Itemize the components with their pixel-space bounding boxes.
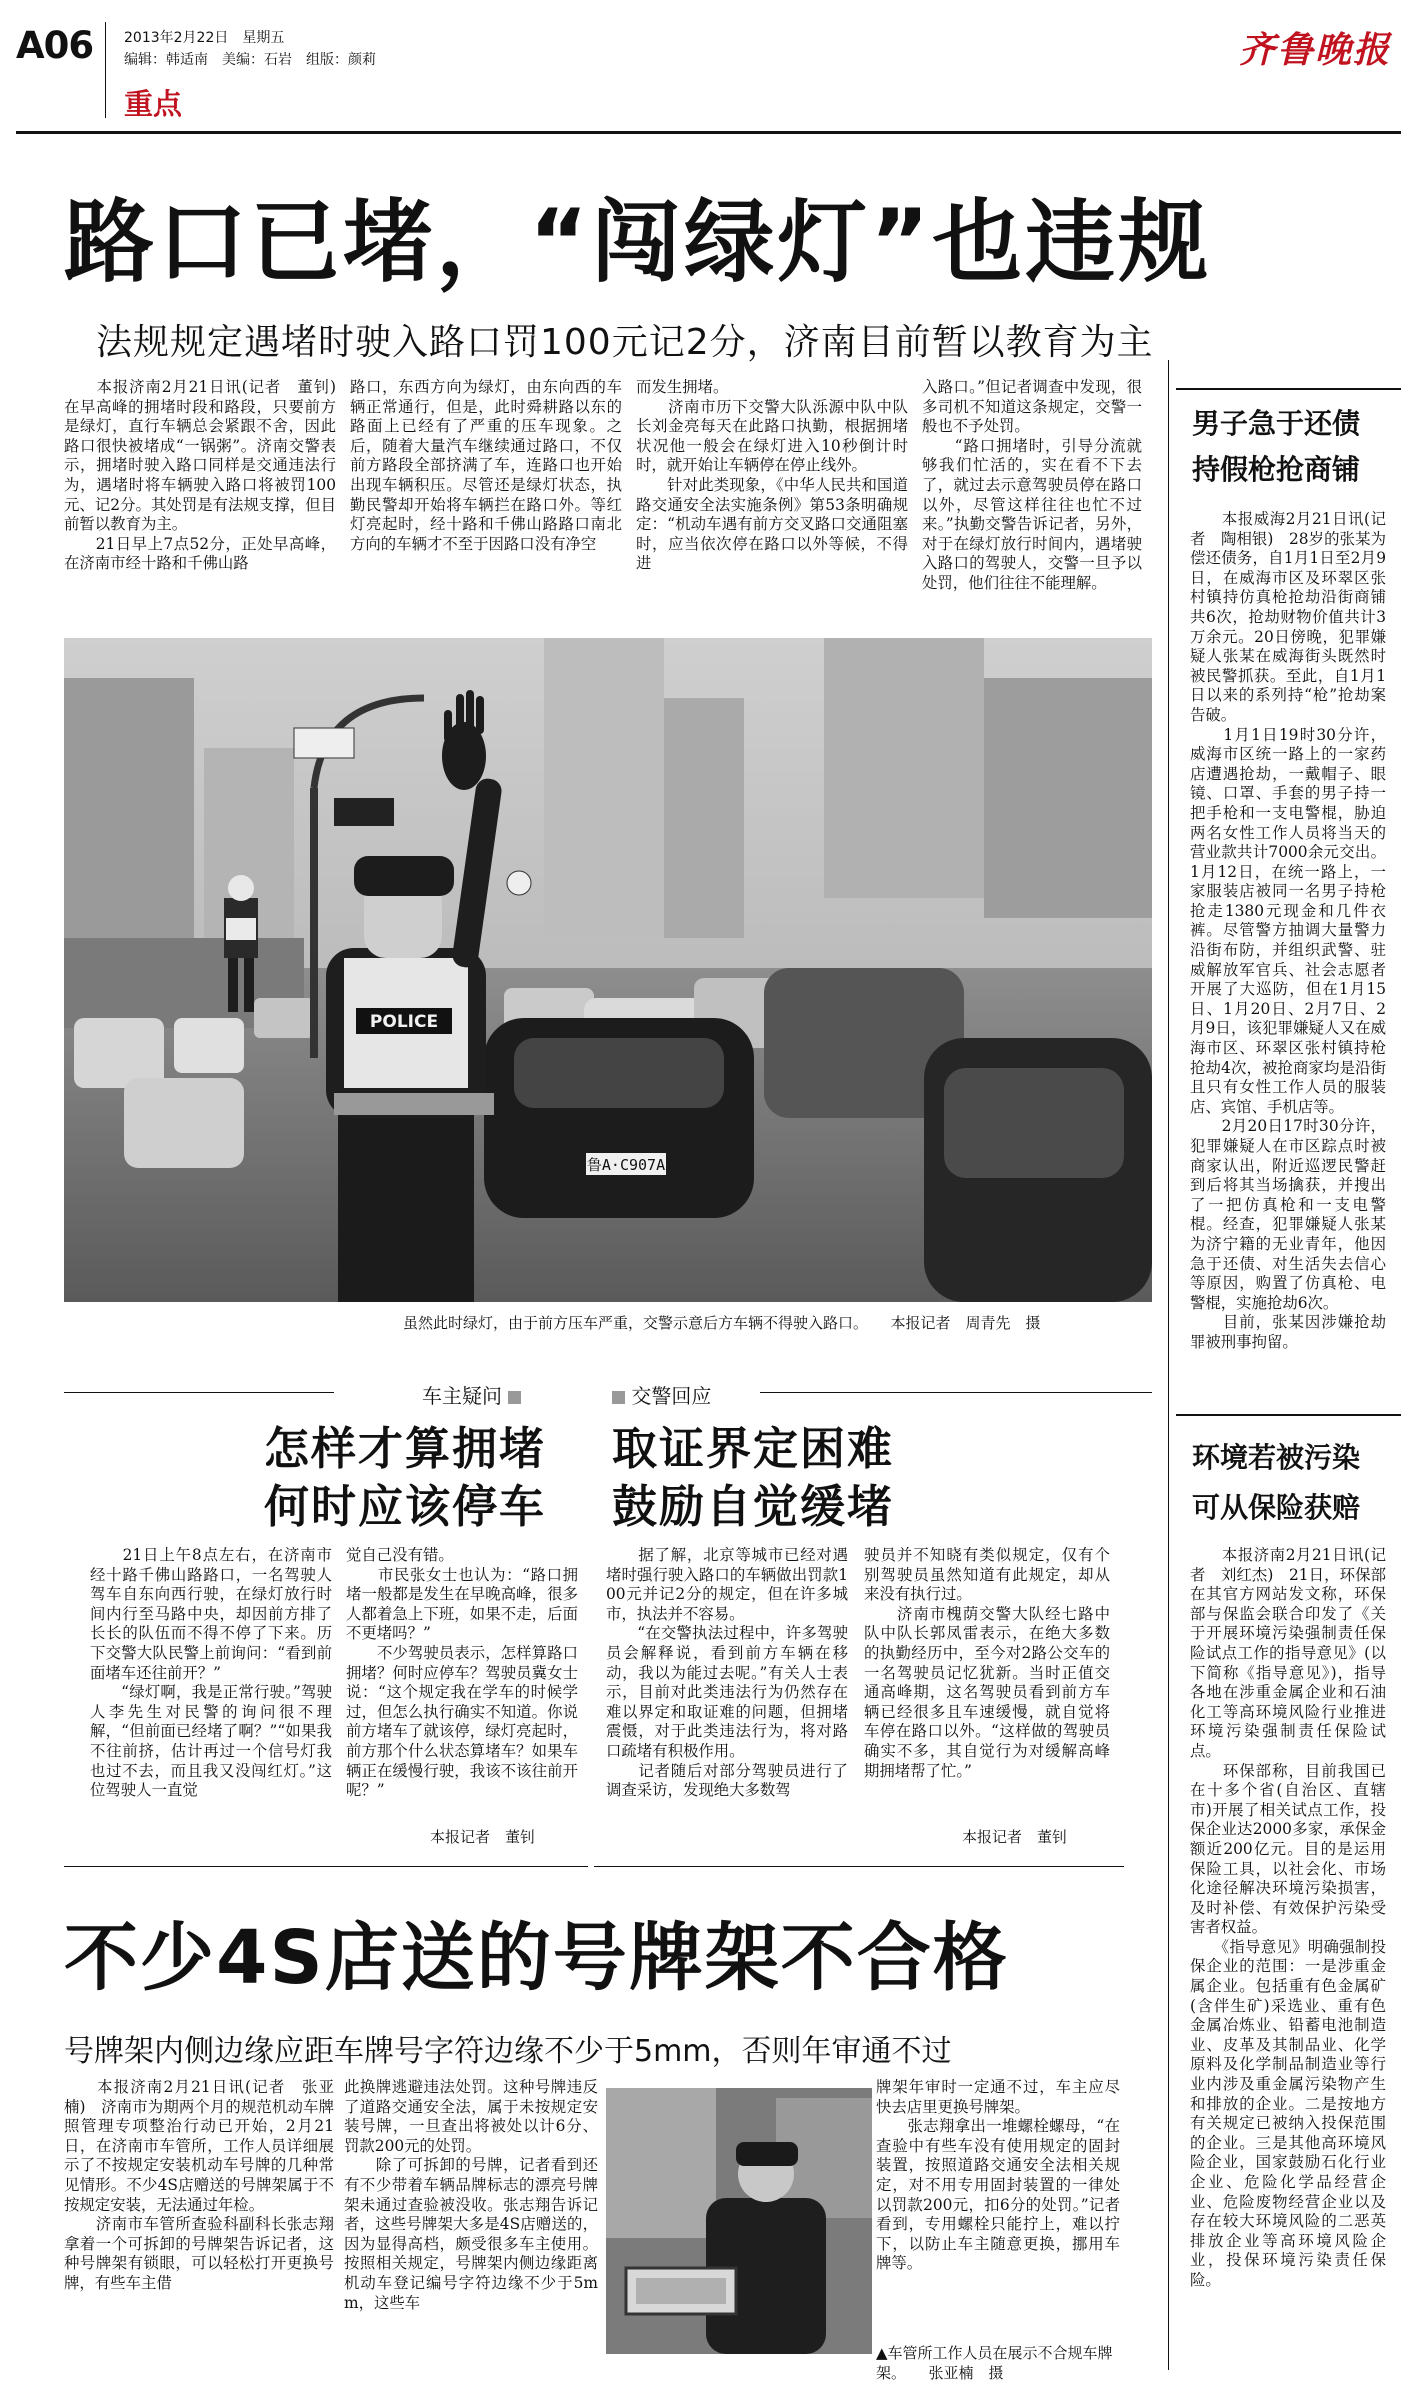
square-icon [612,1391,625,1404]
inspection-photo-svg [606,2088,872,2354]
sidebar1-headline-2: 持假枪抢商铺 [1192,453,1361,486]
article2-column-4: 牌架年审时一定通不过，车主应尽快去店里更换号牌架。 张志翔拿出一堆螺栓螺母，“在查验中有些车没有使用规定的固封装置，按照道路交通安全法相关规定，对不用专用固封装置的一律处以罚款200元，扣6分的处罚。”记者看到，专用螺栓只能拧上，难以拧下，以防止车主随意更换，挪用车牌等。 [876,2078,1120,2273]
license-plate-text: 鲁A·C907A [586,1156,666,1174]
sidebar1-body: 本报威海2月21日讯(记者 陶相银) 28岁的张某为偿还债务，自1月1日至2月9日，在威海市区及环翠区张村镇持仿真枪抢劫沿街商铺共6次，抢劫财物价值共计3万余元。20日傍晚，犯罪嫌疑人张某在威海街头既然时被民警抓获。至此，自1月1日以来的系列持“枪”抢劫案告破。 1月1日19时30分许，威海市区统一路上的一家药店遭遇抢劫，一戴帽子、眼镜、口罩、手套的男子持一把手枪和一支电警棍，胁迫两名女性工作人员将当天的营业款共计7000余元交出。1月12日，在统一路上，一家服装店被同一名男子持枪抢走1380元现金和几件衣裤。尽管警方抽调大量警力沿街布防，并组织武警、驻威解放军官兵、社会志愿者开展了大巡防，但在1月15日、1月20日、2月7日、2月9日，该犯罪嫌疑人又在威海市区、环翠区张村镇持枪抢劫4次，被抢商家均是沿街且只有女性工作人员的服装店、宾馆、手机店等。 2月20日17时30分许，犯罪嫌疑人在市区踪点时被商家认出，附近巡逻民警赶到后将其当场擒获，并搜出了一把仿真枪和一支电警棍。经查，犯罪嫌疑人张某为济宁籍的无业青年，他因急于还债、对生活失去信心等原因，购置了仿真枪、电警棍，实施抢劫6次。 目前，张某因涉嫌抢劫罪被刑事拘留。 [1190,510,1386,1351]
box-left-byline: 本报记者 董钊 [430,1828,536,1846]
box-right-headline-1: 取证界定困难 [612,1422,895,1475]
box-right-tag-label: 交警回应 [631,1384,712,1408]
box-left-headline-1: 怎样才算拥堵 [264,1422,547,1475]
box-left-column-1: 21日上午8点左右，在济南市经十路千佛山路路口，一名驾驶人驾车自东向西行驶，在绿灯放行时间内行至马路中央，却因前方排了长长的队伍而不得不停了下来。历下交警大队民警上前询问：“看到前面堵车还往前开？” “绿灯啊，我是正常行驶。”驾驶人李先生对民警的询问很不理解，“但前面已经堵了啊？”“如果我不往前挤，估计再过一个信号灯我也过不去，而且我又没闯红灯。”这位驾驶人一直觉 [90,1546,332,1800]
article2-column-1: 本报济南2月21日讯(记者 张亚楠) 济南市为期两个月的规范机动车牌照管理专项整治行动已开始，2月21日，在济南市车管所，工作人员详细展示了不按规定安装机动车号牌的几种常见情形。不少4S店赠送的号牌架属于不按规定安装，无法通过年检。 济南市车管所查验科副科长张志翔拿着一个可拆卸的号牌架告诉记者，这种号牌架有锁眼，可以轻松打开更换号牌，有些车主借 [64,2078,334,2292]
box-left-tag-label: 车主疑问 [422,1384,502,1408]
article1-column-2: 路口，东西方向为绿灯，由东向西的车辆正常通行，但是，此时舜耕路以东的路面上已经有了严重的压车现象。之后，随着大量汽车继续通过路口，不仅前方路段全部挤满了车，连路口也开始出现车辆积压。尽管还是绿灯状态，执勤民警却开始将车辆拦在路口外。等红灯亮起时，经十路和千佛山路路口南北方向的车辆才不至于因路口没有净空 [350,378,622,553]
police-vest-text: POLICE [369,1012,439,1032]
main-photo-svg [64,638,1152,1302]
inspection-photo-caption: ▲车管所工作人员在展示不合规车牌架。 张亚楠 摄 [876,2344,1113,2382]
sidebar2-top-rule [1176,1414,1401,1416]
sidebar2-headline-1: 环境若被污染 [1192,1441,1361,1474]
section-label: 重点 [124,87,183,121]
masthead-bottom-rule [16,131,1401,134]
sidebar2-headline-2: 可从保险获赔 [1192,1491,1361,1524]
editor-credits: 编辑：韩适南 美编：石岩 组版：颜莉 [124,52,376,68]
newspaper-logo: 齐鲁晚报 [1238,29,1391,71]
sidebar-divider [1168,360,1169,2370]
box-left-tag [422,1380,521,1409]
box-left-column-2: 觉自己没有错。 市民张女士也认为：“路口拥堵一般都是发生在早晚高峰，很多人都着急上下班，如果不走，后面不更堵吗？” 不少驾驶员表示，怎样算路口拥堵？何时应停车？驾驶员冀女士说：“这个规定我在学车的时候学过，但怎么执行确实不知道。你说前方堵车了就该停，绿灯亮起时，前方那个什么状态算堵车？如果车辆正在缓慢行驶，我该不该往前开呢？” [346,1546,578,1800]
box-right-headline-2: 鼓励自觉缓堵 [612,1480,895,1533]
article1-subhead: 法规规定遇堵时驶入路口罚100元记2分，济南目前暂以教育为主 [96,322,1154,363]
box-right-column-2: 驶员并不知晓有类似规定，仅有个别驾驶员虽然知道有此规定，却从来没有执行过。 济南市槐荫交警大队经七路中队中队长郭凤雷表示，在绝大多数的执勤经历中，至今对2路公交车的一名驾驶员记忆犹新。当时正值交通高峰期，这名驾驶员看到前方车辆已经很多且车速缓慢，就自觉将车停在路口以外。“这样做的驾驶员确实不多，其自觉行为对缓解高峰期拥堵帮了忙。” [864,1546,1110,1780]
article1-column-3: 而发生拥堵。 济南市历下交警大队泺源中队中队长刘金亮每天在此路口执勤，根据拥堵状况他一般会在绿灯进入10秒倒计时时，就开始让车辆停在停止线外。 针对此类现象，《中华人民共和国道路交通安全法实施条例》第53条明确规定：“机动车遇有前方交叉路口交通阻塞时，应当依次停在路口以外等候，不得进 [636,378,908,573]
box-left-top-rule [64,1392,334,1393]
box-left-bottom-rule [64,1866,588,1867]
main-photo-traffic-police [64,638,1152,1302]
article1-headline: 路口已堵，“闯绿灯”也违规 [64,190,1212,295]
page-number: A06 [16,24,94,67]
main-photo-caption: 虽然此时绿灯，由于前方压车严重，交警示意后方车辆不得驶入路口。 本报记者 周青先 摄 [403,1314,1041,1332]
inspection-photo [606,2088,872,2354]
square-icon [508,1391,521,1404]
sidebar1-top-rule [1176,388,1401,390]
box-left-headline-2: 何时应该停车 [264,1480,547,1533]
box-right-byline: 本报记者 董钊 [962,1828,1068,1846]
issue-date: 2013年2月22日 星期五 [124,30,285,46]
article2-subhead: 号牌架内侧边缘应距车牌号字符边缘不少于5mm，否则年审通不过 [64,2034,952,2069]
article2-headline: 不少4S店送的号牌架不合格 [64,1915,1009,2001]
article1-column-1: 本报济南2月21日讯(记者 董钊) 在早高峰的拥堵时段和路段，只要前方是绿灯，直行车辆总会紧跟不舍，因此路口很快被堵成“一锅粥”。济南交警表示，拥堵时驶入路口同样是交通违法行为，遇堵时将车辆驶入路口将被罚100元、记2分。其处罚是有法规支撑，但目前暂以教育为主。 21日早上7点52分，正处早高峰，在济南市经十路和千佛山路 [64,378,336,573]
box-right-tag [612,1380,711,1409]
article1-column-4: 入路口。”但记者调查中发现，很多司机不知道这条规定，交警一般也不予处罚。 “路口拥堵时，引导分流就够我们忙活的，实在看不下去了，就过去示意驾驶员停在路口以外，尽管这样往往也忙不过来。”执勤交警告诉记者，另外，对于在绿灯放行时间内，遇堵驶入路口的驾驶人，交警一旦予以处罚，他们往往不能理解。 [922,378,1142,592]
sidebar1-headline-1: 男子急于还债 [1192,407,1361,440]
box-right-bottom-rule [594,1866,1124,1867]
box-right-column-1: 据了解，北京等城市已经对遇堵时强行驶入路口的车辆做出罚款100元并记2分的规定，但在许多城市，执法并不容易。 “在交警执法过程中，许多驾驶员会解释说，看到前方车辆在移动，我以为能过去呢。”有关人士表示，目前对此类违法行为仍然存在难以界定和取证难的问题，但拥堵震慑，对于此类违法行为，将对路口疏堵有积极作用。 记者随后对部分驾驶员进行了调查采访，发现绝大多数驾 [606,1546,848,1800]
sidebar2-body: 本报济南2月21日讯(记者 刘红杰) 21日，环保部在其官方网站发文称，环保部与保监会联合印发了《关于开展环境污染强制责任保险试点工作的指导意见》(以下简称《指导意见》)，指导各地在涉重金属企业和石油化工等高环境风险行业推进环境污染强制责任保险试点。 环保部称，目前我国已在十多个省(自治区、直辖市)开展了相关试点工作，投保企业达2000多家，承保金额近200亿元。目的是运用保险工具，以社会化、市场化途径解决环境污染损害，及时补偿、有效保护污染受害者权益。 《指导意见》明确强制投保企业的范围：一是涉重金属企业。包括重有色金属矿(含伴生矿)采选业、重有色金属冶炼业、铅蓄电池制造业、皮革及其制品业、化学原料及化学制品制造业等行业内涉及重金属污染物产生和排放的企业。二是按地方有关规定已被纳入投保范围的企业。三是其他高环境风险企业，国家鼓励石化行业企业、危险化学品经营企业、危险废物经营企业以及存在较大环境风险的二恶英排放企业等高环境风险企业，投保环境污染责任保险。 [1190,1546,1386,2289]
article2-column-2: 此换牌逃避违法处罚。这种号牌违反了道路交通安全法，属于未按规定安装号牌，一旦查出将被处以计6分、罚款200元的处罚。 除了可拆卸的号牌，记者看到还有不少带着车辆品牌标志的漂亮号牌架未通过查验被没收。张志翔告诉记者，这些号牌架大多是4S店赠送的，因为显得高档，颇受很多车主使用。按照相关规定，号牌架内侧边缘距离机动车登记编号字符边缘不少于5mm，这些车 [344,2078,598,2312]
masthead-divider [105,22,106,118]
box-right-top-rule [760,1392,1152,1393]
